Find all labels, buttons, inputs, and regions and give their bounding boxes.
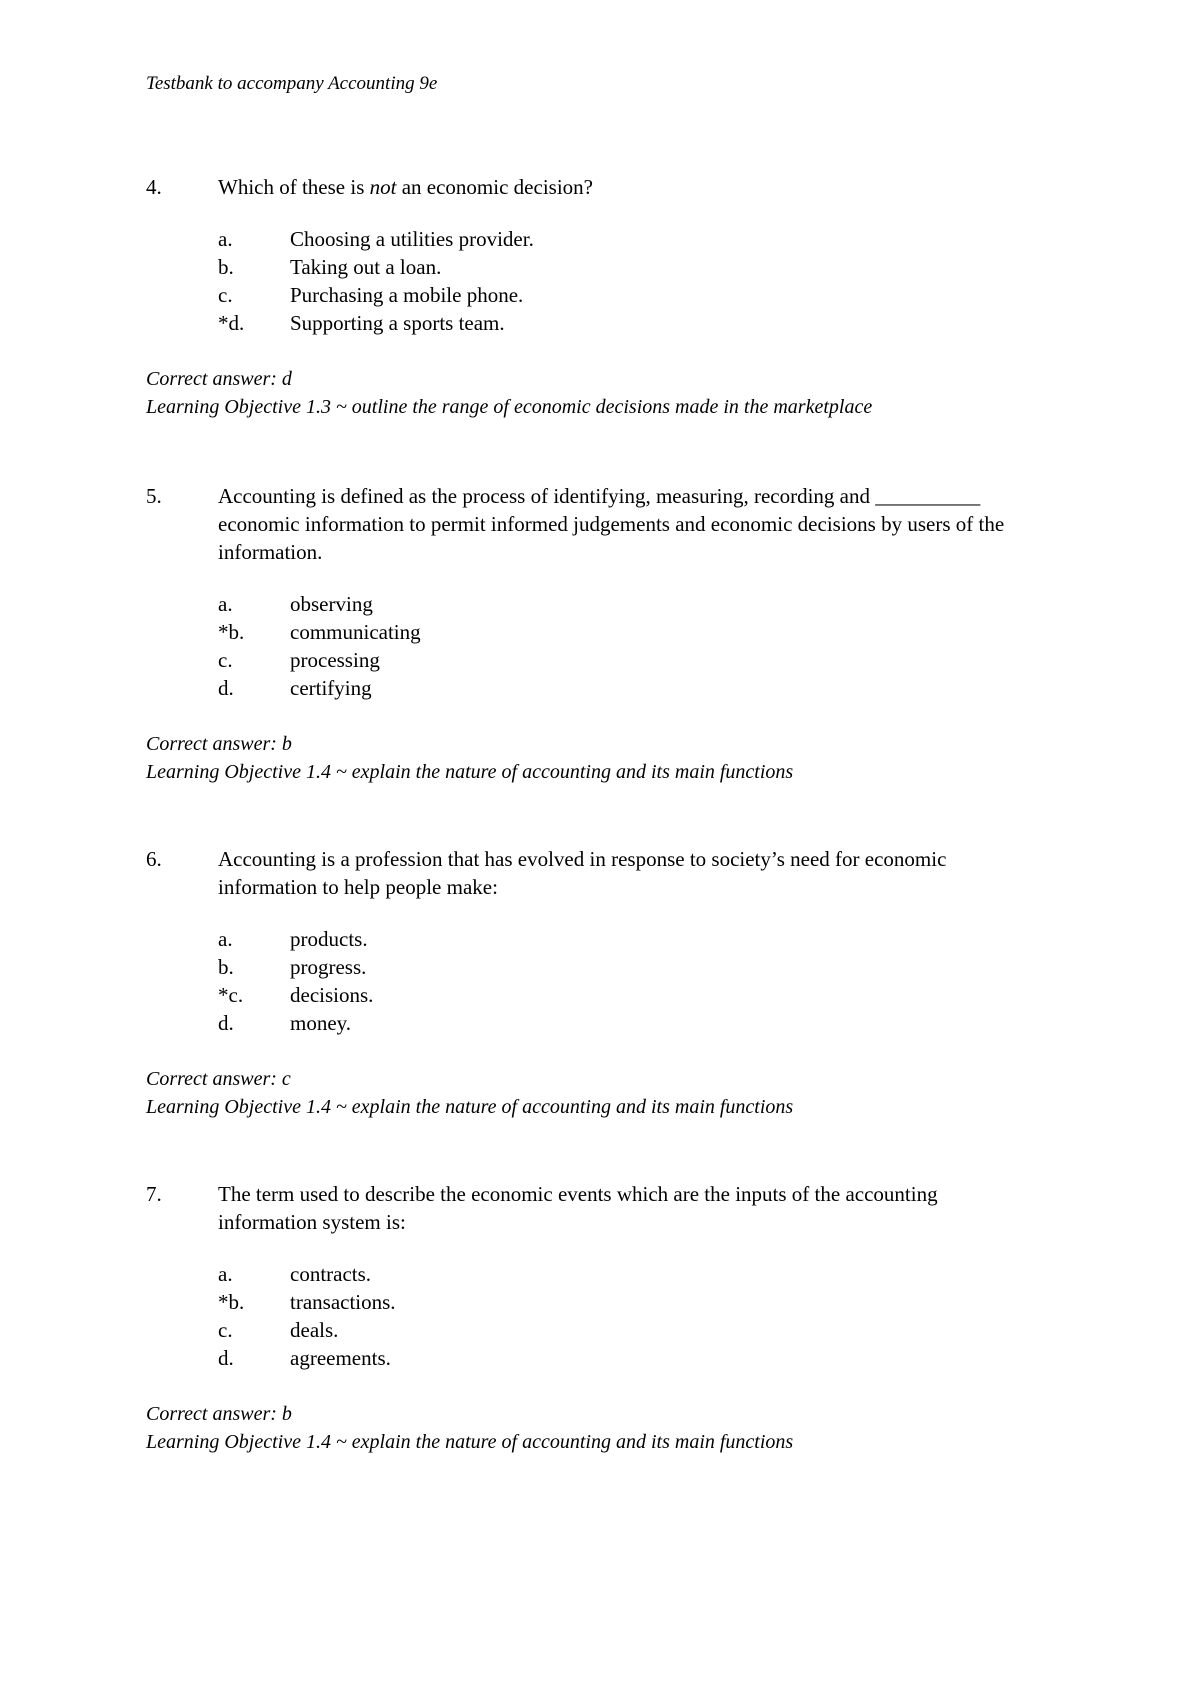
- correct-answer: Correct answer: c: [146, 1068, 291, 1090]
- learning-objective: Learning Objective 1.4 ~ explain the nature of accounting and its main functions: [146, 1431, 794, 1453]
- option-a: [146, 590, 1046, 618]
- correct-answer: Correct answer: b: [146, 733, 292, 755]
- option-b: [146, 253, 1046, 281]
- question-number: 5.: [146, 484, 162, 508]
- option-c: [146, 281, 1046, 309]
- correct-answer: Correct answer: b: [146, 1403, 292, 1425]
- option-text: transactions.: [290, 1290, 396, 1314]
- option-b: [146, 953, 1046, 981]
- option-b: [146, 1288, 1046, 1316]
- option-label: a.: [218, 927, 233, 951]
- option-text: Taking out a loan.: [290, 255, 442, 279]
- option-label: a.: [218, 227, 233, 251]
- option-label: *b.: [218, 620, 245, 644]
- option-d: [146, 1009, 1046, 1037]
- option-text: Choosing a utilities provider.: [290, 227, 534, 251]
- question-6: [146, 845, 1046, 1121]
- option-text: Supporting a sports team.: [290, 311, 505, 335]
- option-d: [146, 674, 1046, 702]
- option-a: [146, 1260, 1046, 1288]
- stem-before: Which of these is: [218, 175, 370, 199]
- option-list: [146, 925, 1046, 1037]
- question-stem-row: [146, 845, 1046, 901]
- option-text: processing: [290, 648, 380, 672]
- option-b: [146, 618, 1046, 646]
- option-text: agreements.: [290, 1346, 391, 1370]
- correct-answer: Correct answer: d: [146, 368, 292, 390]
- question-5: [146, 482, 1046, 786]
- option-d: [146, 309, 1046, 337]
- question-4: [146, 173, 1046, 421]
- question-7: [146, 1180, 1046, 1456]
- question-number: 4.: [146, 175, 162, 199]
- question-stem: Accounting is a profession that has evolved in response to society’s need for economic information to help people make:: [218, 847, 947, 899]
- option-label: b.: [218, 955, 234, 979]
- running-header: Testbank to accompany Accounting 9e: [146, 73, 438, 94]
- stem-after: an economic decision?: [396, 175, 593, 199]
- option-text: progress.: [290, 955, 367, 979]
- question-stem-row: [146, 1180, 1046, 1236]
- learning-objective: Learning Objective 1.4 ~ explain the nature of accounting and its main functions: [146, 761, 794, 783]
- option-label: d.: [218, 1346, 234, 1370]
- option-c: [146, 646, 1046, 674]
- question-stem: The term used to describe the economic events which are the inputs of the accounting information system is:: [218, 1182, 938, 1234]
- option-text: money.: [290, 1011, 352, 1035]
- option-label: a.: [218, 1262, 233, 1286]
- option-label: *d.: [218, 311, 245, 335]
- option-label: d.: [218, 676, 234, 700]
- option-label: d.: [218, 1011, 234, 1035]
- option-c: [146, 981, 1046, 1009]
- option-label: *c.: [218, 983, 244, 1007]
- option-text: observing: [290, 592, 373, 616]
- question-stem-row: [146, 482, 1046, 566]
- stem-emphasis: not: [369, 175, 397, 199]
- option-a: [146, 225, 1046, 253]
- option-text: communicating: [290, 620, 421, 644]
- option-label: b.: [218, 255, 234, 279]
- question-stem-row: [146, 173, 1046, 201]
- option-a: [146, 925, 1046, 953]
- option-list: [146, 225, 1046, 337]
- option-c: [146, 1316, 1046, 1344]
- option-label: c.: [218, 1318, 233, 1342]
- option-list: [146, 590, 1046, 702]
- question-number: 6.: [146, 847, 162, 871]
- option-text: Purchasing a mobile phone.: [290, 283, 524, 307]
- option-text: deals.: [290, 1318, 339, 1342]
- question-stem: [218, 173, 1028, 201]
- option-label: c.: [218, 648, 233, 672]
- option-label: *b.: [218, 1290, 245, 1314]
- question-number: 7.: [146, 1182, 162, 1206]
- learning-objective: Learning Objective 1.3 ~ outline the range of economic decisions made in the marketplace: [146, 396, 873, 418]
- option-text: certifying: [290, 676, 372, 700]
- question-stem: Accounting is defined as the process of identifying, measuring, recording and __________ economic information to permit informed judgements and economic decisions by users of the information.: [218, 484, 1005, 564]
- option-d: [146, 1344, 1046, 1372]
- learning-objective: Learning Objective 1.4 ~ explain the nature of accounting and its main functions: [146, 1096, 794, 1118]
- option-text: decisions.: [290, 983, 374, 1007]
- option-text: products.: [290, 927, 368, 951]
- option-label: a.: [218, 592, 233, 616]
- option-label: c.: [218, 283, 233, 307]
- option-text: contracts.: [290, 1262, 372, 1286]
- option-list: [146, 1260, 1046, 1372]
